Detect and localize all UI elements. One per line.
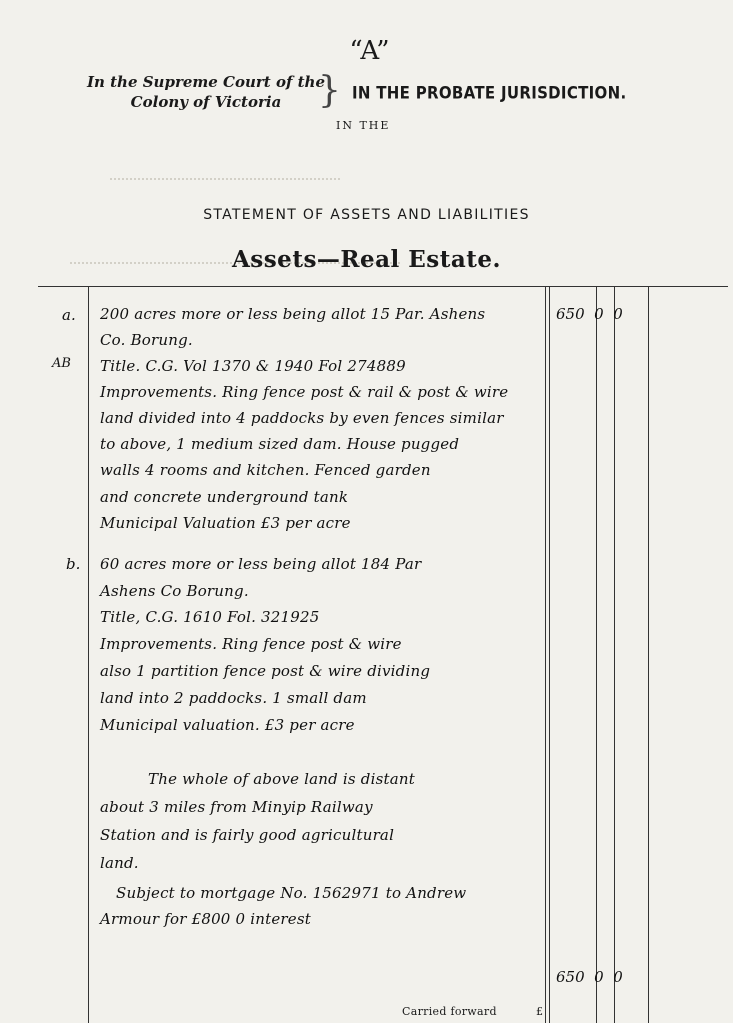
entry-line: Improvements. Ring fence post & wire bbox=[100, 635, 402, 653]
total-amount: 650 0 0 bbox=[556, 968, 623, 986]
entry-line: land into 2 paddocks. 1 small dam bbox=[100, 689, 367, 707]
entry-line: Municipal valuation. £3 per acre bbox=[100, 716, 355, 734]
court-name bbox=[86, 72, 326, 112]
entry-line: Municipal Valuation £3 per acre bbox=[100, 514, 351, 532]
entry-line: Co. Borung. bbox=[100, 331, 193, 349]
entry-marker: b. bbox=[66, 555, 81, 573]
ledger-margin-rule bbox=[88, 286, 89, 1023]
ledger-shillings-rule bbox=[614, 286, 615, 1023]
court-line-1: In the Supreme Court of the bbox=[86, 73, 325, 91]
entry-line: also 1 partition fence post & wire dividing bbox=[100, 662, 431, 680]
margin-initials: AB bbox=[52, 356, 71, 371]
summary-line: The whole of above land is distant bbox=[148, 770, 415, 788]
ledger-column-rule bbox=[545, 286, 546, 1023]
summary-line: Station and is fairly good agricultural bbox=[100, 826, 395, 844]
form-letter: “A” bbox=[349, 36, 391, 66]
court-brace: } bbox=[318, 70, 341, 111]
ledger-pence-rule bbox=[648, 286, 649, 1023]
summary-line: about 3 miles from Minyip Railway bbox=[100, 798, 373, 816]
section-title: Assets—Real Estate. bbox=[231, 246, 502, 273]
entry-line: Title, C.G. 1610 Fol. 321925 bbox=[100, 608, 320, 626]
entry-line: Title. C.G. Vol 1370 & 1940 Fol 274889 bbox=[100, 357, 406, 375]
entry-line: walls 4 rooms and kitchen. Fenced garden bbox=[100, 461, 431, 479]
ledger-pounds-rule bbox=[596, 286, 597, 1023]
entry-line: and concrete underground tank bbox=[100, 488, 349, 506]
statement-title: STATEMENT OF ASSETS AND LIABILITIES bbox=[203, 207, 530, 223]
entry-line: to above, 1 medium sized dam. House pugged bbox=[100, 435, 460, 453]
entry-marker: a. bbox=[62, 306, 76, 324]
court-line-2: Colony of Victoria bbox=[130, 93, 282, 111]
ledger-column-rule bbox=[549, 286, 550, 1023]
entry-amount: 650 0 0 bbox=[556, 305, 623, 323]
entry-line: Ashens Co Borung. bbox=[100, 582, 249, 600]
jurisdiction-heading: IN THE PROBATE JURISDICTION. bbox=[352, 83, 627, 103]
summary-line: Armour for £800 0 interest bbox=[100, 910, 311, 928]
entry-line: 200 acres more or less being allot 15 Par. Ashens bbox=[100, 305, 486, 323]
entry-line: Improvements. Ring fence post & rail & post & wire bbox=[100, 383, 509, 401]
faint-stamp-mark bbox=[110, 178, 340, 194]
ledger-top-rule bbox=[38, 286, 728, 287]
summary-line: Subject to mortgage No. 1562971 to Andrew bbox=[116, 884, 467, 902]
summary-line: land. bbox=[100, 854, 139, 872]
entry-line: 60 acres more or less being allot 184 Par bbox=[100, 555, 422, 573]
carried-forward-label: Carried forward bbox=[402, 1005, 497, 1018]
in-the-label: IN THE bbox=[336, 119, 391, 132]
pound-sign: £ bbox=[536, 1005, 543, 1018]
entry-line: land divided into 4 paddocks by even fences similar bbox=[100, 409, 504, 427]
